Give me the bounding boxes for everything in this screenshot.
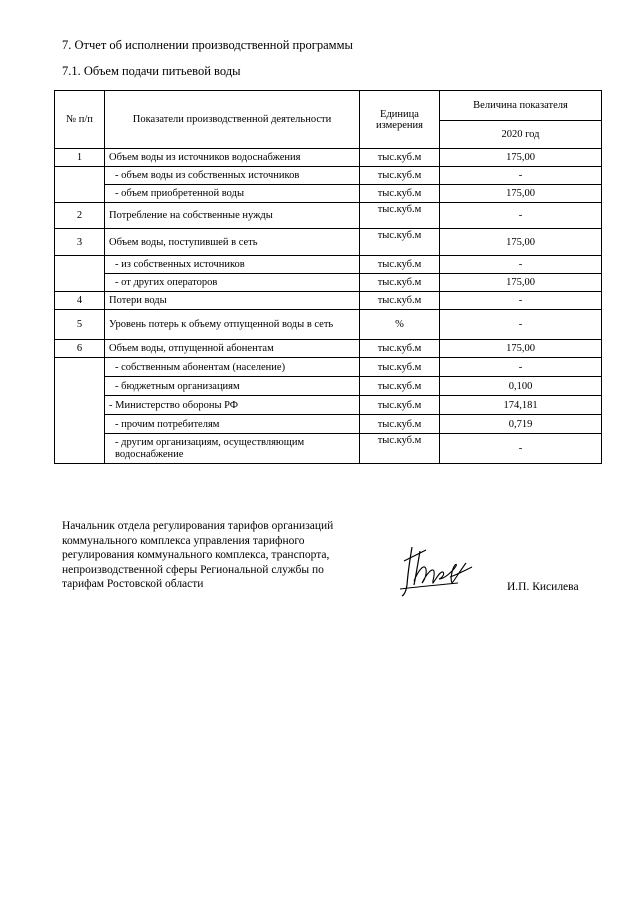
row-name: Объем воды из источников водоснабжения [105,149,360,167]
row-value: - [440,256,602,274]
signatory-position [62,519,392,592]
table-row [55,274,602,292]
row-value: - [440,203,602,229]
header-unit: Единица измерения [360,91,440,149]
row-num-empty [55,167,105,203]
table-row [55,415,602,434]
row-unit: тыс.куб.м [360,358,440,377]
row-unit: тыс.куб.м [360,396,440,415]
row-num: 5 [55,310,105,340]
row-unit: тыс.куб.м [360,415,440,434]
position-line: коммунального комплекса управления тарифного [62,534,305,547]
header-year: 2020 год [440,121,602,149]
row-num: 1 [55,149,105,167]
row-unit: тыс.куб.м [360,377,440,396]
row-num: 4 [55,292,105,310]
position-line: регулирования коммунального комплекса, транспорта, [62,549,330,561]
table-row [55,185,602,203]
row-num: 3 [55,229,105,256]
row-value: - [440,167,602,185]
row-name: Потери воды [105,292,360,310]
table-row [55,377,602,396]
row-unit: тыс.куб.м [360,292,440,310]
table-row [55,167,602,185]
header-num: № п/п [55,91,105,149]
row-unit: тыс.куб.м [360,340,440,358]
row-unit: тыс.куб.м [360,229,440,256]
row-num: 6 [55,340,105,358]
row-unit: тыс.куб.м [360,274,440,292]
row-name: - из собственных источников [105,256,360,274]
row-name: Объем воды, отпущенной абонентам [105,340,360,358]
handwritten-signature [398,541,478,599]
row-unit: тыс.куб.м [360,434,440,464]
row-name: - другим организациям, осуществляющим водоснабжение [105,434,360,464]
row-value: 175,00 [440,149,602,167]
row-unit: тыс.куб.м [360,203,440,229]
row-value: 0,719 [440,415,602,434]
row-name: - собственным абонентам (население) [105,358,360,377]
row-unit: тыс.куб.м [360,167,440,185]
row-value: 175,00 [440,274,602,292]
row-unit: тыс.куб.м [360,256,440,274]
position-line: Начальник отдела регулирования тарифов организаций [62,520,334,532]
row-value: 174,181 [440,396,602,415]
row-name: - Министерство обороны РФ [105,396,360,415]
row-value: 0,100 [440,377,602,396]
row-name: Уровень потерь к объему отпущенной воды в сеть [105,310,360,340]
row-num-empty [55,256,105,292]
row-value: 175,00 [440,185,602,203]
row-value: 175,00 [440,340,602,358]
row-value: - [440,358,602,377]
row-unit: тыс.куб.м [360,149,440,167]
signatory-name: И.П. Кисилева [507,581,579,593]
table-row [55,256,602,274]
row-value: - [440,434,602,464]
table-row [55,396,602,415]
row-unit: % [360,310,440,340]
table-row [55,292,602,310]
row-name: - бюджетным организациям [105,377,360,396]
row-num-empty [55,358,105,464]
row-name: - от других операторов [105,274,360,292]
position-line: тарифам Ростовской области [62,578,204,590]
row-value: - [440,310,602,340]
table-row [55,358,602,377]
row-unit: тыс.куб.м [360,185,440,203]
table-row [55,229,602,256]
water-supply-table [54,90,602,464]
header-value: Величина показателя [440,91,602,121]
row-name: - объем воды из собственных источников [105,167,360,185]
table-row [55,310,602,340]
header-indicator: Показатели производственной деятельности [105,91,360,149]
table-row [55,203,602,229]
row-value: 175,00 [440,229,602,256]
row-num: 2 [55,203,105,229]
row-name: - прочим потребителям [105,415,360,434]
table-row [55,149,602,167]
position-line: непроизводственной сферы Региональной службы по [62,563,324,576]
table-row [55,434,602,464]
row-name: Объем воды, поступившей в сеть [105,229,360,256]
section-heading: 7. Отчет об исполнении производственной программы [62,38,353,52]
row-name: Потребление на собственные нужды [105,203,360,229]
row-value: - [440,292,602,310]
table-row [55,340,602,358]
subsection-heading: 7.1. Объем подачи питьевой воды [62,64,241,78]
row-name: - объем приобретенной воды [105,185,360,203]
